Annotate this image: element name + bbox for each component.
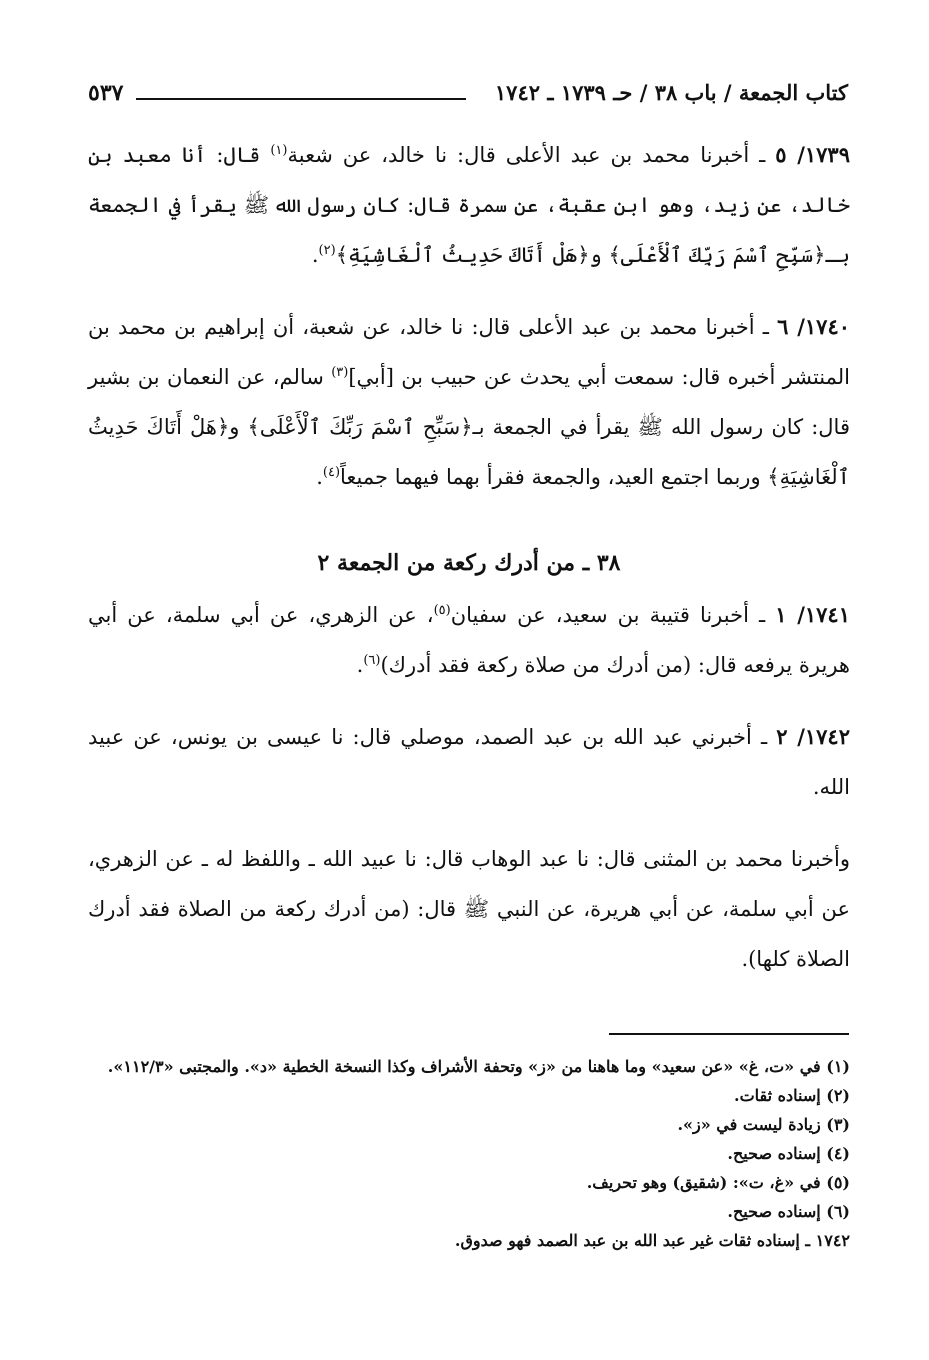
- chapter-heading: ٣٨ ـ من أدرك ركعة من الجمعة ٢: [317, 550, 621, 576]
- hadith-text: قال: أنا معبد بن خالد، عن زيد، وهو ابن عقبة، عن سمرة قال: كان رسول الله ﷺ يقرأ في الجمعة بـ﴿سَبِّحِ ٱسْمَ رَبِّكَ ٱلْأَعْلَى﴾ و﴿هَلْ أَتَاكَ حَدِيثُ ٱلْغَاشِيَةِ﴾: [88, 143, 850, 267]
- hadith-text: ـ أخبرني عبد الله بن عبد الصمد، موصلي قال: نا عيسى بن يونس، عن عبيد الله.: [88, 725, 850, 799]
- hadith-1741: [88, 590, 850, 690]
- hadith-text: ـ أخبرنا محمد بن عبد الأعلى قال: نا خالد، عن شعبة: [287, 143, 776, 167]
- hadith-1742: [88, 712, 850, 812]
- page-number: ٥٣٧: [88, 80, 124, 106]
- hadith-number: ١٧٤٠/ ٦: [777, 314, 851, 339]
- footnote-ref: (٥): [433, 603, 451, 618]
- hadith-continuation: وأخبرنا محمد بن المثنى قال: نا عبد الوهاب قال: نا عبيد الله ـ واللفظ له ـ عن الزهري، عن أبي سلمة، عن أبي هريرة، عن النبي ﷺ قال: (من أدرك ركعة من الصلاة فقد أدرك الصلاة كلها).: [88, 847, 850, 971]
- footnote-ref: (١): [270, 143, 288, 158]
- footnote-ref: (٦): [363, 653, 381, 668]
- footnotes: [88, 1052, 850, 1255]
- footnote-1: (١) في «ت، غ» «عن سعيد» وما هاهنا من «ز» وتحفة الأشراف وكذا النسخة الخطية «د». والمجتبى «١١٢/٣».: [107, 1057, 850, 1076]
- footnote-1742: ١٧٤٢ ـ إسناده ثقات غير عبد الله بن عبد الصمد فهو صدوق.: [454, 1231, 850, 1250]
- footnote-ref: (٢): [318, 243, 336, 258]
- footnote-4: (٤) إسناده صحيح.: [727, 1144, 850, 1163]
- footnote-5: (٥) في «غ، ت»: (شقيق) وهو تحريف.: [586, 1173, 850, 1192]
- footnote-ref: (٤): [322, 465, 341, 480]
- hadith-number: ١٧٤٢/ ٢: [776, 724, 850, 749]
- hadith-text: ـ أخبرنا محمد بن عبد الأعلى قال: نا خالد، عن شعبة، أن إبراهيم بن محمد بن المنتشر أخبره قال: سمعت أبي يحدث عن حبيب بن [أبي]: [88, 315, 850, 389]
- hadith-number: ١٧٤١/ ١: [775, 602, 850, 627]
- main-text: [88, 130, 850, 1006]
- hadith-number: ١٧٣٩/ ٥: [775, 142, 850, 167]
- footnote-3: (٣) زيادة ليست في «ز».: [677, 1115, 850, 1134]
- footnote-2: (٢) إسناده ثقات.: [734, 1086, 850, 1105]
- running-title: كتاب الجمعة / باب ٣٨ / حـ ١٧٣٩ ـ ١٧٤٢: [494, 80, 848, 105]
- hadith-text: ـ أخبرنا قتيبة بن سعيد، عن سفيان: [450, 603, 776, 627]
- header-rule: [136, 98, 466, 100]
- footnote-ref: (٣): [331, 365, 349, 380]
- hadith-text: .: [316, 465, 323, 489]
- footnote-rule: [609, 1033, 849, 1035]
- footnote-6: (٦) إسناده صحيح.: [727, 1202, 850, 1221]
- hadith-1739: [88, 130, 850, 280]
- hadith-text: سالم، عن النعمان بن بشير قال: كان رسول الله ﷺ يقرأ في الجمعة بـ﴿سَبِّحِ ٱسْمَ رَبِّكَ ٱلْأَعْلَى﴾ و﴿هَلْ أَتَاكَ حَدِيثُ ٱلْغَاشِيَةِ﴾ وربما اجتمع العيد، والجمعة فقرأ بهما فيهما جميعاً: [88, 365, 850, 489]
- hadith-text: ، عن الزهري، عن أبي سلمة، عن أبي هريرة يرفعه قال: (من أدرك من صلاة ركعة فقد أدرك): [88, 603, 850, 677]
- hadith-1740: [88, 302, 850, 502]
- hadith-text: .: [311, 243, 319, 267]
- running-header: [88, 80, 848, 110]
- hadith-text: .: [356, 653, 364, 677]
